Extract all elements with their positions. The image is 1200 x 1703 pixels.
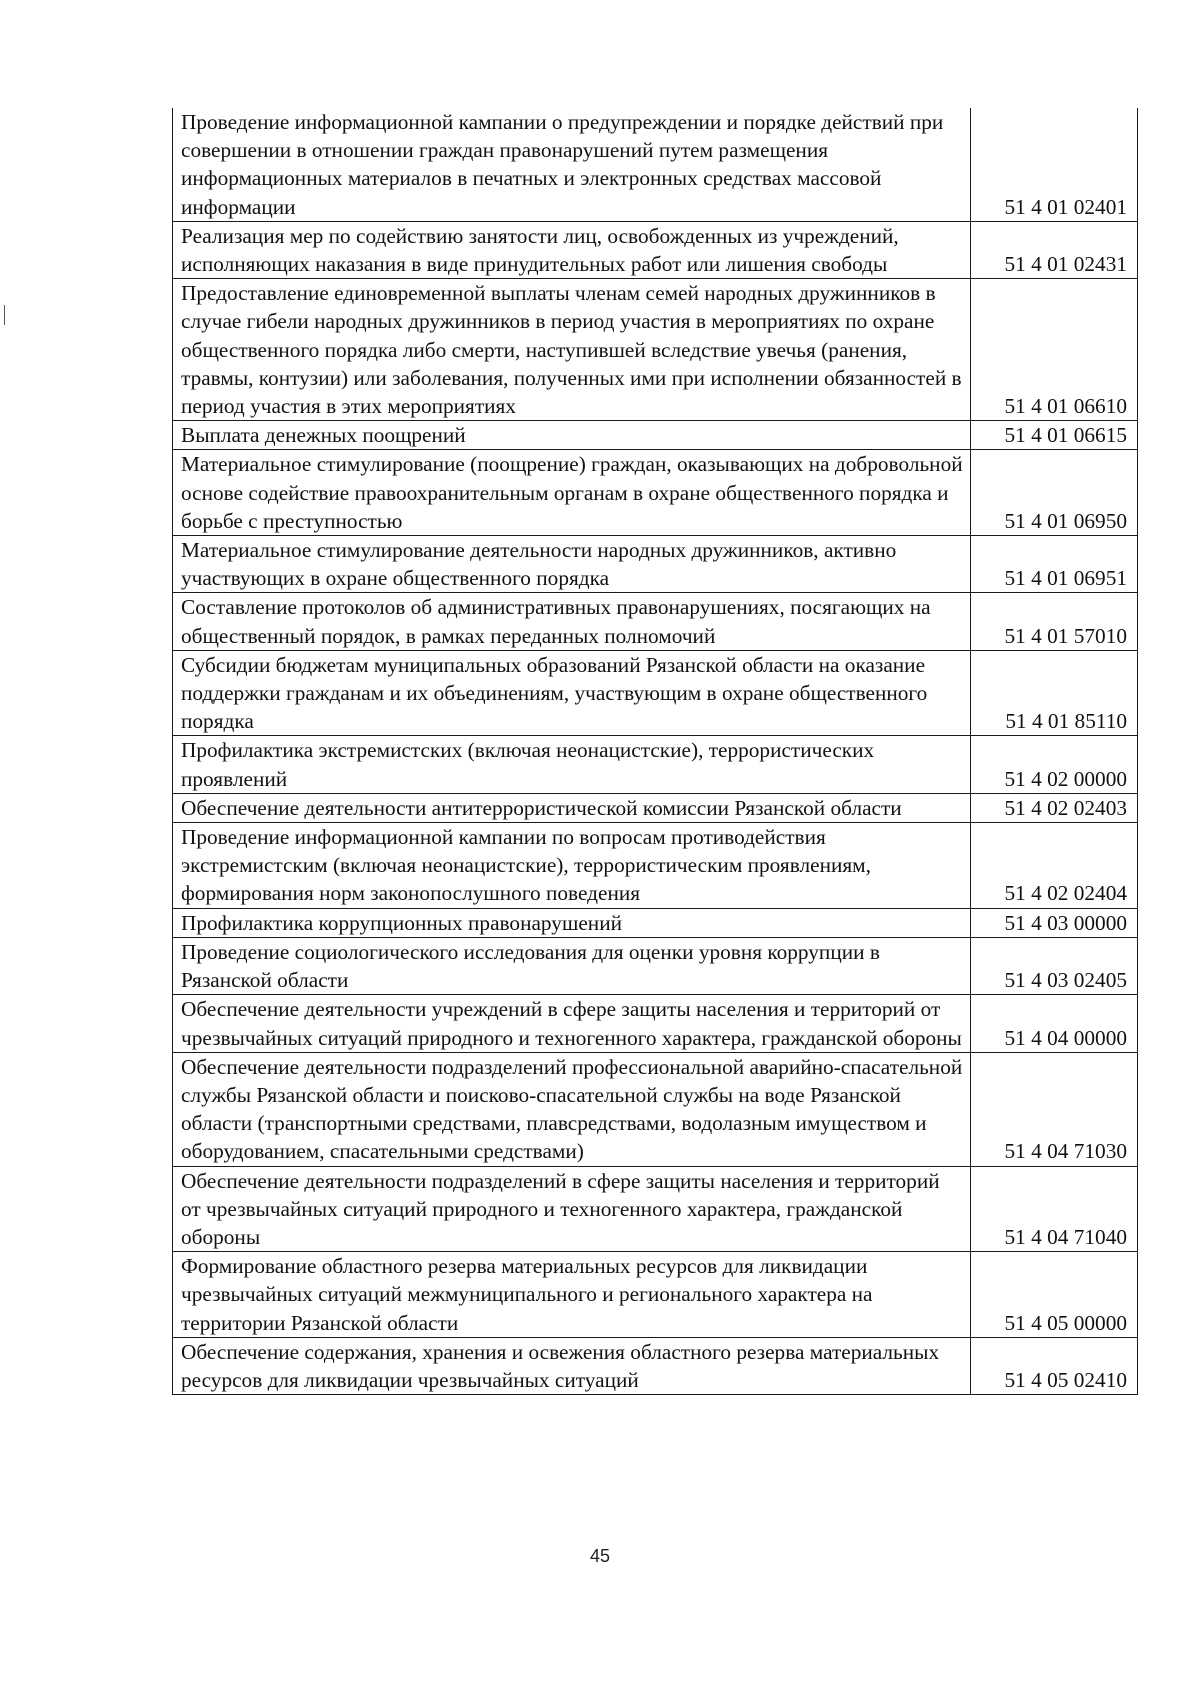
table-row: [173, 650, 1138, 736]
table-row: [173, 793, 1138, 822]
row-code: 51 4 02 02403: [971, 793, 1138, 822]
table-row: [173, 995, 1138, 1052]
table-row: [173, 1252, 1138, 1338]
row-code: 51 4 02 02404: [971, 823, 1138, 909]
row-code: 51 4 05 00000: [971, 1252, 1138, 1338]
row-name: Проведение информационной кампании о предупреждении и порядке действий при совершении в отношении граждан правонарушений путем размещения информационных материалов в печатных и электронных средствах массовой информации: [173, 108, 971, 221]
row-code: 51 4 01 57010: [971, 593, 1138, 650]
row-code: 51 4 03 00000: [971, 908, 1138, 937]
row-code: 51 4 01 06950: [971, 450, 1138, 536]
row-name: Обеспечение содержания, хранения и освежения областного резерва материальных ресурсов для ликвидации чрезвычайных ситуаций: [173, 1337, 971, 1394]
row-code: 51 4 01 02431: [971, 221, 1138, 278]
row-code: 51 4 01 06610: [971, 279, 1138, 421]
budget-code-table: [172, 108, 1138, 1395]
table-row: [173, 823, 1138, 909]
row-name: Обеспечение деятельности подразделений профессиональной аварийно-спасательной службы Рязанской области и поисково-спасательной службы на воде Рязанской области (транспортными средствами, плавсредствами, водолазным имуществом и оборудованием, спасательными средствами): [173, 1052, 971, 1166]
row-name: Обеспечение деятельности антитеррористической комиссии Рязанской области: [173, 793, 971, 822]
row-code: 51 4 04 71040: [971, 1166, 1138, 1252]
row-code: 51 4 01 02401: [971, 108, 1138, 221]
table-row: [173, 593, 1138, 650]
scan-edge-mark: [4, 305, 5, 325]
table-row: [173, 937, 1138, 994]
row-name: Материальное стимулирование деятельности народных дружинников, активно участвующих в охране общественного порядка: [173, 536, 971, 593]
table-row: [173, 450, 1138, 536]
table-row: [173, 736, 1138, 793]
table-row: [173, 279, 1138, 421]
row-code: 51 4 03 02405: [971, 937, 1138, 994]
table-row: [173, 1052, 1138, 1166]
table-row: [173, 908, 1138, 937]
table-row: [173, 221, 1138, 278]
row-name: Проведение информационной кампании по вопросам противодействия экстремистским (включая неонацистские), террористическим проявлениям, формирования норм законопослушного поведения: [173, 823, 971, 909]
row-name: Предоставление единовременной выплаты членам семей народных дружинников в случае гибели народных дружинников в период участия в мероприятиях по охране общественного порядка либо смерти, наступившей вследствие увечья (ранения, травмы, контузии) или заболевания, полученных ими при исполнении обязанностей в период участия в этих мероприятиях: [173, 279, 971, 421]
row-name: Выплата денежных поощрений: [173, 421, 971, 450]
row-code: 51 4 04 71030: [971, 1052, 1138, 1166]
row-name: Профилактика коррупционных правонарушений: [173, 908, 971, 937]
table-row: [173, 108, 1138, 221]
row-name: Формирование областного резерва материальных ресурсов для ликвидации чрезвычайных ситуаций межмуниципального и регионального характера на территории Рязанской области: [173, 1252, 971, 1338]
row-name: Реализация мер по содействию занятости лиц, освобожденных из учреждений, исполняющих наказания в виде принудительных работ или лишения свободы: [173, 221, 971, 278]
row-name: Обеспечение деятельности учреждений в сфере защиты населения и территорий от чрезвычайных ситуаций природного и техногенного характера, гражданской обороны: [173, 995, 971, 1052]
page-number: 45: [589, 1546, 611, 1566]
table-row: [173, 1166, 1138, 1252]
row-code: 51 4 01 85110: [971, 650, 1138, 736]
row-code: 51 4 05 02410: [971, 1337, 1138, 1394]
row-name: Проведение социологического исследования для оценки уровня коррупции в Рязанской области: [173, 937, 971, 994]
row-name: Профилактика экстремистских (включая неонацистские), террористических проявлений: [173, 736, 971, 793]
row-code: 51 4 02 00000: [971, 736, 1138, 793]
row-name: Обеспечение деятельности подразделений в сфере защиты населения и территорий от чрезвычайных ситуаций природного и техногенного характера, гражданской обороны: [173, 1166, 971, 1252]
row-code: 51 4 01 06615: [971, 421, 1138, 450]
table-row: [173, 536, 1138, 593]
row-code: 51 4 01 06951: [971, 536, 1138, 593]
row-name: Материальное стимулирование (поощрение) граждан, оказывающих на добровольной основе содействие правоохранительным органам в охране общественного порядка и борьбе с преступностью: [173, 450, 971, 536]
table-row: [173, 421, 1138, 450]
row-name: Составление протоколов об административных правонарушениях, посягающих на общественный порядок, в рамках переданных полномочий: [173, 593, 971, 650]
row-code: 51 4 04 00000: [971, 995, 1138, 1052]
table-row: [173, 1337, 1138, 1394]
row-name: Субсидии бюджетам муниципальных образований Рязанской области на оказание поддержки гражданам и их объединениям, участвующим в охране общественного порядка: [173, 650, 971, 736]
